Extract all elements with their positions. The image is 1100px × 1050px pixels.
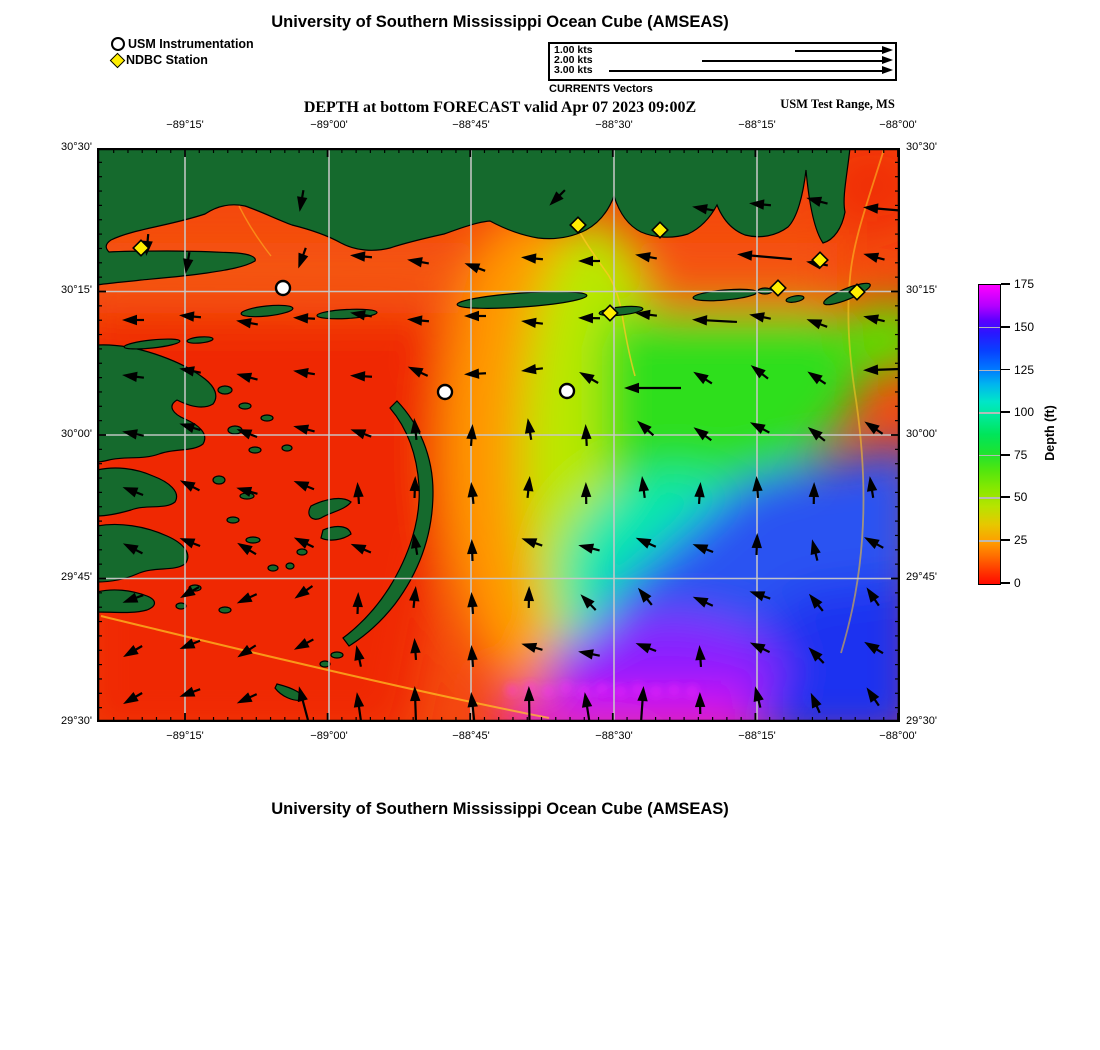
vector-scale-label: 3.00 kts — [554, 64, 593, 76]
usm-instrumentation-icon — [111, 37, 125, 51]
colorbar-level-line — [979, 455, 1000, 457]
y-tick-label-right: 29°45' — [906, 571, 937, 583]
colorbar-axis-label: Depth (ft) — [1043, 405, 1057, 461]
colorbar-tick-label: 75 — [1014, 447, 1028, 462]
colorbar-level-line — [979, 412, 1000, 414]
colorbar-tick — [1001, 411, 1010, 413]
map-area — [97, 148, 900, 722]
colorbar-tick-label: 175 — [1014, 277, 1035, 291]
depth-colorbar — [978, 284, 1001, 585]
colorbar-tick — [1001, 496, 1010, 498]
colorbar-tick — [1001, 283, 1010, 285]
vector-arrowhead-icon — [882, 56, 893, 64]
y-tick-label-right: 29°30' — [906, 715, 937, 727]
forecast-subtitle: DEPTH at bottom FORECAST valid Apr 07 2023 09:00Z — [303, 99, 697, 116]
colorbar-tick — [1001, 454, 1010, 456]
usm-legend-label: USM Instrumentation — [128, 37, 254, 51]
colorbar-tick-label: 0 — [1014, 576, 1021, 590]
station-legend — [111, 36, 254, 68]
region-label: USM Test Range, MS — [780, 97, 895, 111]
colorbar-tick-label: 25 — [1014, 533, 1028, 548]
currents-vectors-caption: CURRENTS Vectors — [549, 83, 653, 95]
colorbar-tick-label: 125 — [1014, 362, 1035, 377]
legend-row-usm — [111, 36, 254, 52]
colorbar-tick — [1001, 369, 1010, 371]
colorbar-level-line — [979, 370, 1000, 372]
ndbc-station-icon — [110, 52, 126, 68]
x-tick-label-top: −88°45' — [452, 119, 490, 131]
footer-title: University of Southern Mississippi Ocean Cube (AMSEAS) — [271, 800, 729, 818]
vector-scale-label: 2.00 kts — [554, 54, 593, 66]
legend-row-ndbc — [111, 52, 254, 68]
y-tick-label-right: 30°30' — [906, 141, 937, 153]
y-tick-label-right: 30°00' — [906, 428, 937, 440]
vector-arrowhead-icon — [882, 66, 893, 74]
page-title: University of Southern Mississippi Ocean Cube (AMSEAS) — [271, 13, 729, 31]
x-tick-label-bottom: −89°00' — [310, 730, 348, 742]
usm-station-marker — [560, 384, 574, 398]
vector-scale-row — [550, 56, 895, 66]
x-tick-label-bottom: −88°15' — [738, 730, 776, 742]
vector-arrowhead-icon — [882, 46, 893, 54]
x-tick-label-top: −89°15' — [166, 119, 204, 131]
x-tick-label-bottom: −88°45' — [452, 730, 490, 742]
colorbar-tick — [1001, 326, 1010, 328]
x-tick-label-bottom: −88°00' — [879, 730, 917, 742]
y-tick-label-left: 30°30' — [61, 141, 92, 153]
colorbar-level-line — [979, 497, 1000, 499]
currents-vector-scale-box — [548, 42, 897, 81]
usm-station-marker — [276, 281, 290, 295]
colorbar-level-line — [979, 327, 1000, 329]
y-tick-label-right: 30°15' — [906, 284, 937, 296]
colorbar-tick-label: 50 — [1014, 490, 1028, 505]
vector-scale-line — [702, 60, 885, 62]
vector-scale-line — [609, 70, 885, 72]
y-tick-label-left: 29°45' — [61, 571, 92, 583]
ndbc-legend-label: NDBC Station — [126, 53, 208, 67]
vector-scale-label: 1.00 kts — [554, 44, 593, 56]
y-tick-label-left: 30°00' — [61, 428, 92, 440]
vector-scale-row — [550, 46, 895, 56]
x-tick-label-bottom: −88°30' — [595, 730, 633, 742]
y-tick-label-left: 29°30' — [61, 715, 92, 727]
vector-scale-line — [795, 50, 885, 52]
x-tick-label-top: −89°00' — [310, 119, 348, 131]
colorbar-tick-label: 150 — [1014, 319, 1035, 334]
x-tick-label-top: −88°30' — [595, 119, 633, 131]
colorbar-tick — [1001, 582, 1010, 584]
x-tick-label-top: −88°15' — [738, 119, 776, 131]
vector-scale-row — [550, 66, 895, 76]
usm-station-marker — [438, 385, 452, 399]
colorbar-tick-label: 100 — [1014, 405, 1035, 420]
x-tick-label-bottom: −89°15' — [166, 730, 204, 742]
x-tick-label-top: −88°00' — [879, 119, 917, 131]
colorbar-level-line — [979, 540, 1000, 542]
y-tick-label-left: 30°15' — [61, 284, 92, 296]
colorbar-tick — [1001, 539, 1010, 541]
map-plot — [97, 148, 900, 722]
